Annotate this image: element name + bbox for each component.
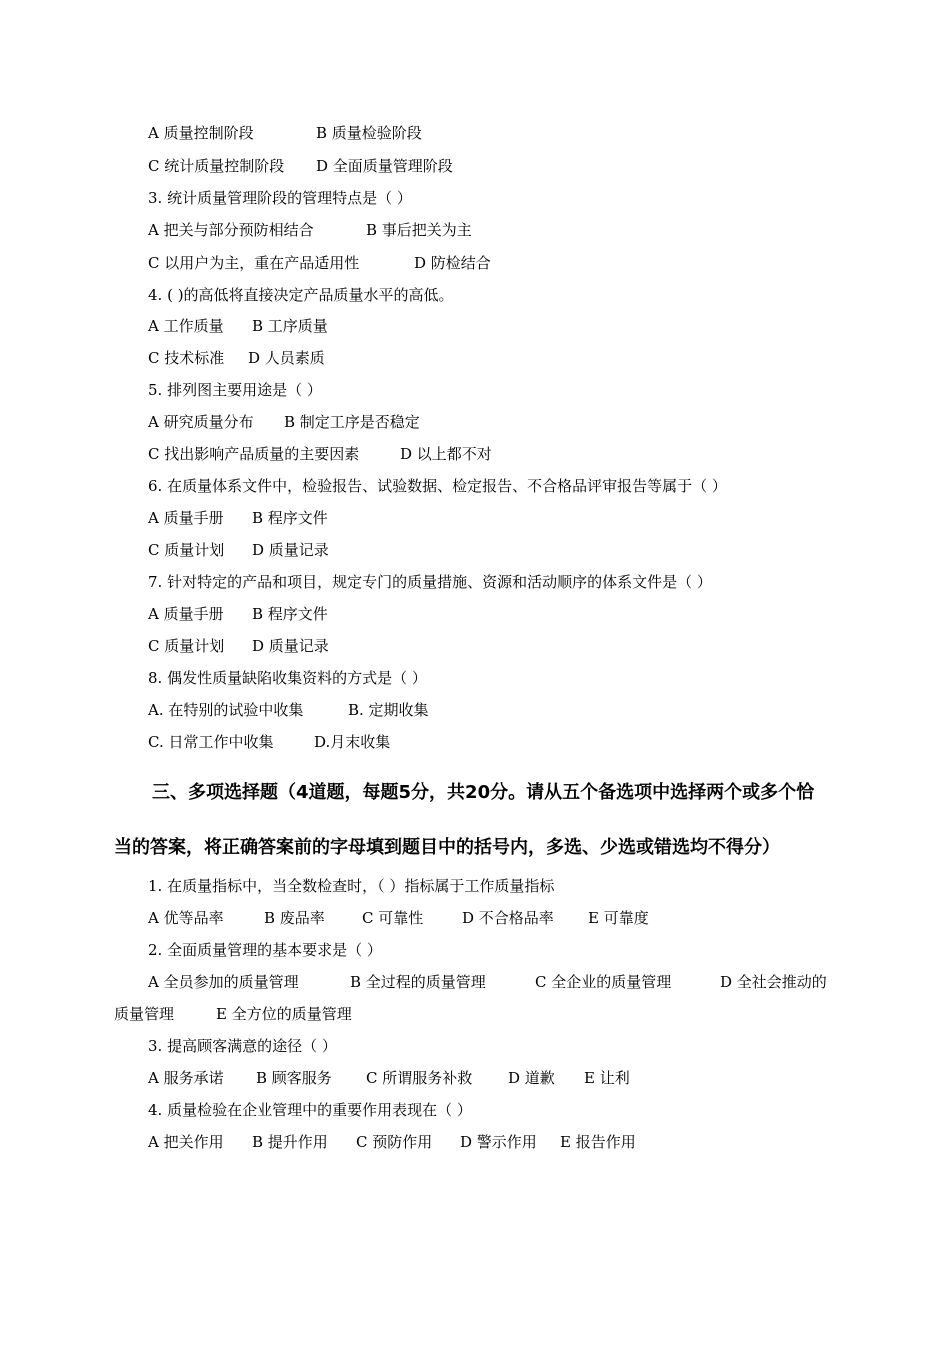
question-stem: 4. 质量检验在企业管理中的重要作用表现在（ ） — [148, 1101, 472, 1119]
option: 质量管理 — [114, 1005, 175, 1023]
option: C 找出影响产品质量的主要因素 — [148, 445, 360, 463]
option: D 质量记录 — [252, 637, 329, 655]
option: B 废品率 — [264, 909, 325, 927]
question-options — [148, 444, 492, 464]
option: B 事后把关为主 — [366, 221, 472, 239]
question-options — [148, 636, 329, 656]
question-stem: 8. 偶发性质量缺陷收集资料的方式是（ ） — [148, 669, 427, 687]
option: D 全面质量管理阶段 — [316, 157, 453, 175]
option: A. 在特别的试验中收集 — [148, 701, 304, 719]
option: B 质量检验阶段 — [316, 124, 422, 142]
option: C 统计质量控制阶段 — [148, 157, 285, 175]
question-options — [148, 540, 329, 560]
question-options — [148, 508, 328, 528]
option: C 全企业的质量管理 — [535, 973, 672, 991]
option: C 技术标准 — [148, 349, 225, 367]
option: D 警示作用 — [460, 1133, 537, 1151]
option: B 工序质量 — [252, 317, 328, 335]
option: E 让利 — [584, 1069, 630, 1087]
option: D 人员素质 — [248, 349, 325, 367]
q2-options-row1 — [148, 123, 422, 143]
question-options — [148, 972, 827, 992]
option: D 全社会推动的 — [720, 973, 827, 991]
option: A 质量手册 — [148, 605, 224, 623]
question-options — [148, 220, 472, 240]
question-options — [148, 316, 328, 336]
option: A 把关与部分预防相结合 — [148, 221, 314, 239]
question-stem: 5. 排列图主要用途是（ ） — [148, 381, 322, 399]
option: C 质量计划 — [148, 637, 225, 655]
option: A 质量控制阶段 — [148, 124, 254, 142]
question-stem: 7. 针对特定的产品和项目，规定专门的质量措施、资源和活动顺序的体系文件是（ ） — [148, 573, 712, 591]
option: A 服务承诺 — [148, 1069, 224, 1087]
question-options — [148, 253, 491, 273]
option: D 防检结合 — [414, 254, 491, 272]
option: D 不合格品率 — [462, 909, 554, 927]
option: B 程序文件 — [252, 509, 328, 527]
option: A 研究质量分布 — [148, 413, 254, 431]
question-options-continued — [114, 1004, 352, 1024]
question-options — [148, 412, 420, 432]
option: B 提升作用 — [252, 1133, 328, 1151]
option: C 可靠性 — [362, 909, 424, 927]
question-stem: 6. 在质量体系文件中，检验报告、试验数据、检定报告、不合格品评审报告等属于（ ） — [148, 477, 727, 495]
question-stem: 1. 在质量指标中，当全数检查时，（ ）指标属于工作质量指标 — [148, 877, 555, 895]
option: A 把关作用 — [148, 1133, 224, 1151]
option: B 顾客服务 — [256, 1069, 332, 1087]
option: E 报告作用 — [560, 1133, 636, 1151]
question-options — [148, 700, 429, 720]
question-options — [148, 908, 649, 928]
option: B. 定期收集 — [348, 701, 429, 719]
option: B 程序文件 — [252, 605, 328, 623]
option: E 可靠度 — [588, 909, 649, 927]
option: C 所谓服务补救 — [366, 1069, 473, 1087]
option: A 优等品率 — [148, 909, 224, 927]
option: E 全方位的质量管理 — [216, 1005, 352, 1023]
option: C. 日常工作中收集 — [148, 733, 274, 751]
question-options — [148, 604, 328, 624]
question-options — [148, 1068, 630, 1088]
question-options — [148, 732, 390, 752]
option: D 以上都不对 — [400, 445, 492, 463]
question-stem: 3. 统计质量管理阶段的管理特点是（ ） — [148, 189, 412, 207]
option: B 全过程的质量管理 — [350, 973, 486, 991]
section-heading-continued: 当的答案，将正确答案前的字母填到题目中的括号内，多选、少选或错选均不得分） — [114, 837, 780, 858]
option: C 以用户为主，重在产品适用性 — [148, 254, 360, 272]
option: B 制定工序是否稳定 — [284, 413, 420, 431]
option: D 道歉 — [508, 1069, 555, 1087]
q2-options-row2 — [148, 156, 453, 176]
option: A 工作质量 — [148, 317, 224, 335]
question-stem: 2. 全面质量管理的基本要求是（ ） — [148, 941, 382, 959]
question-stem: 4. ( )的高低将直接决定产品质量水平的高低。 — [148, 286, 454, 304]
question-options — [148, 1132, 636, 1152]
option: C 预防作用 — [356, 1133, 433, 1151]
option: D 质量记录 — [252, 541, 329, 559]
section-heading: 三、多项选择题（4道题，每题5分，共20分。请从五个备选项中选择两个或多个恰 — [152, 782, 815, 803]
option: C 质量计划 — [148, 541, 225, 559]
option: A 全员参加的质量管理 — [148, 973, 299, 991]
question-options — [148, 348, 325, 368]
question-stem: 3. 提高顾客满意的途径（ ） — [148, 1037, 337, 1055]
option: A 质量手册 — [148, 509, 224, 527]
option: D.月末收集 — [314, 733, 391, 751]
